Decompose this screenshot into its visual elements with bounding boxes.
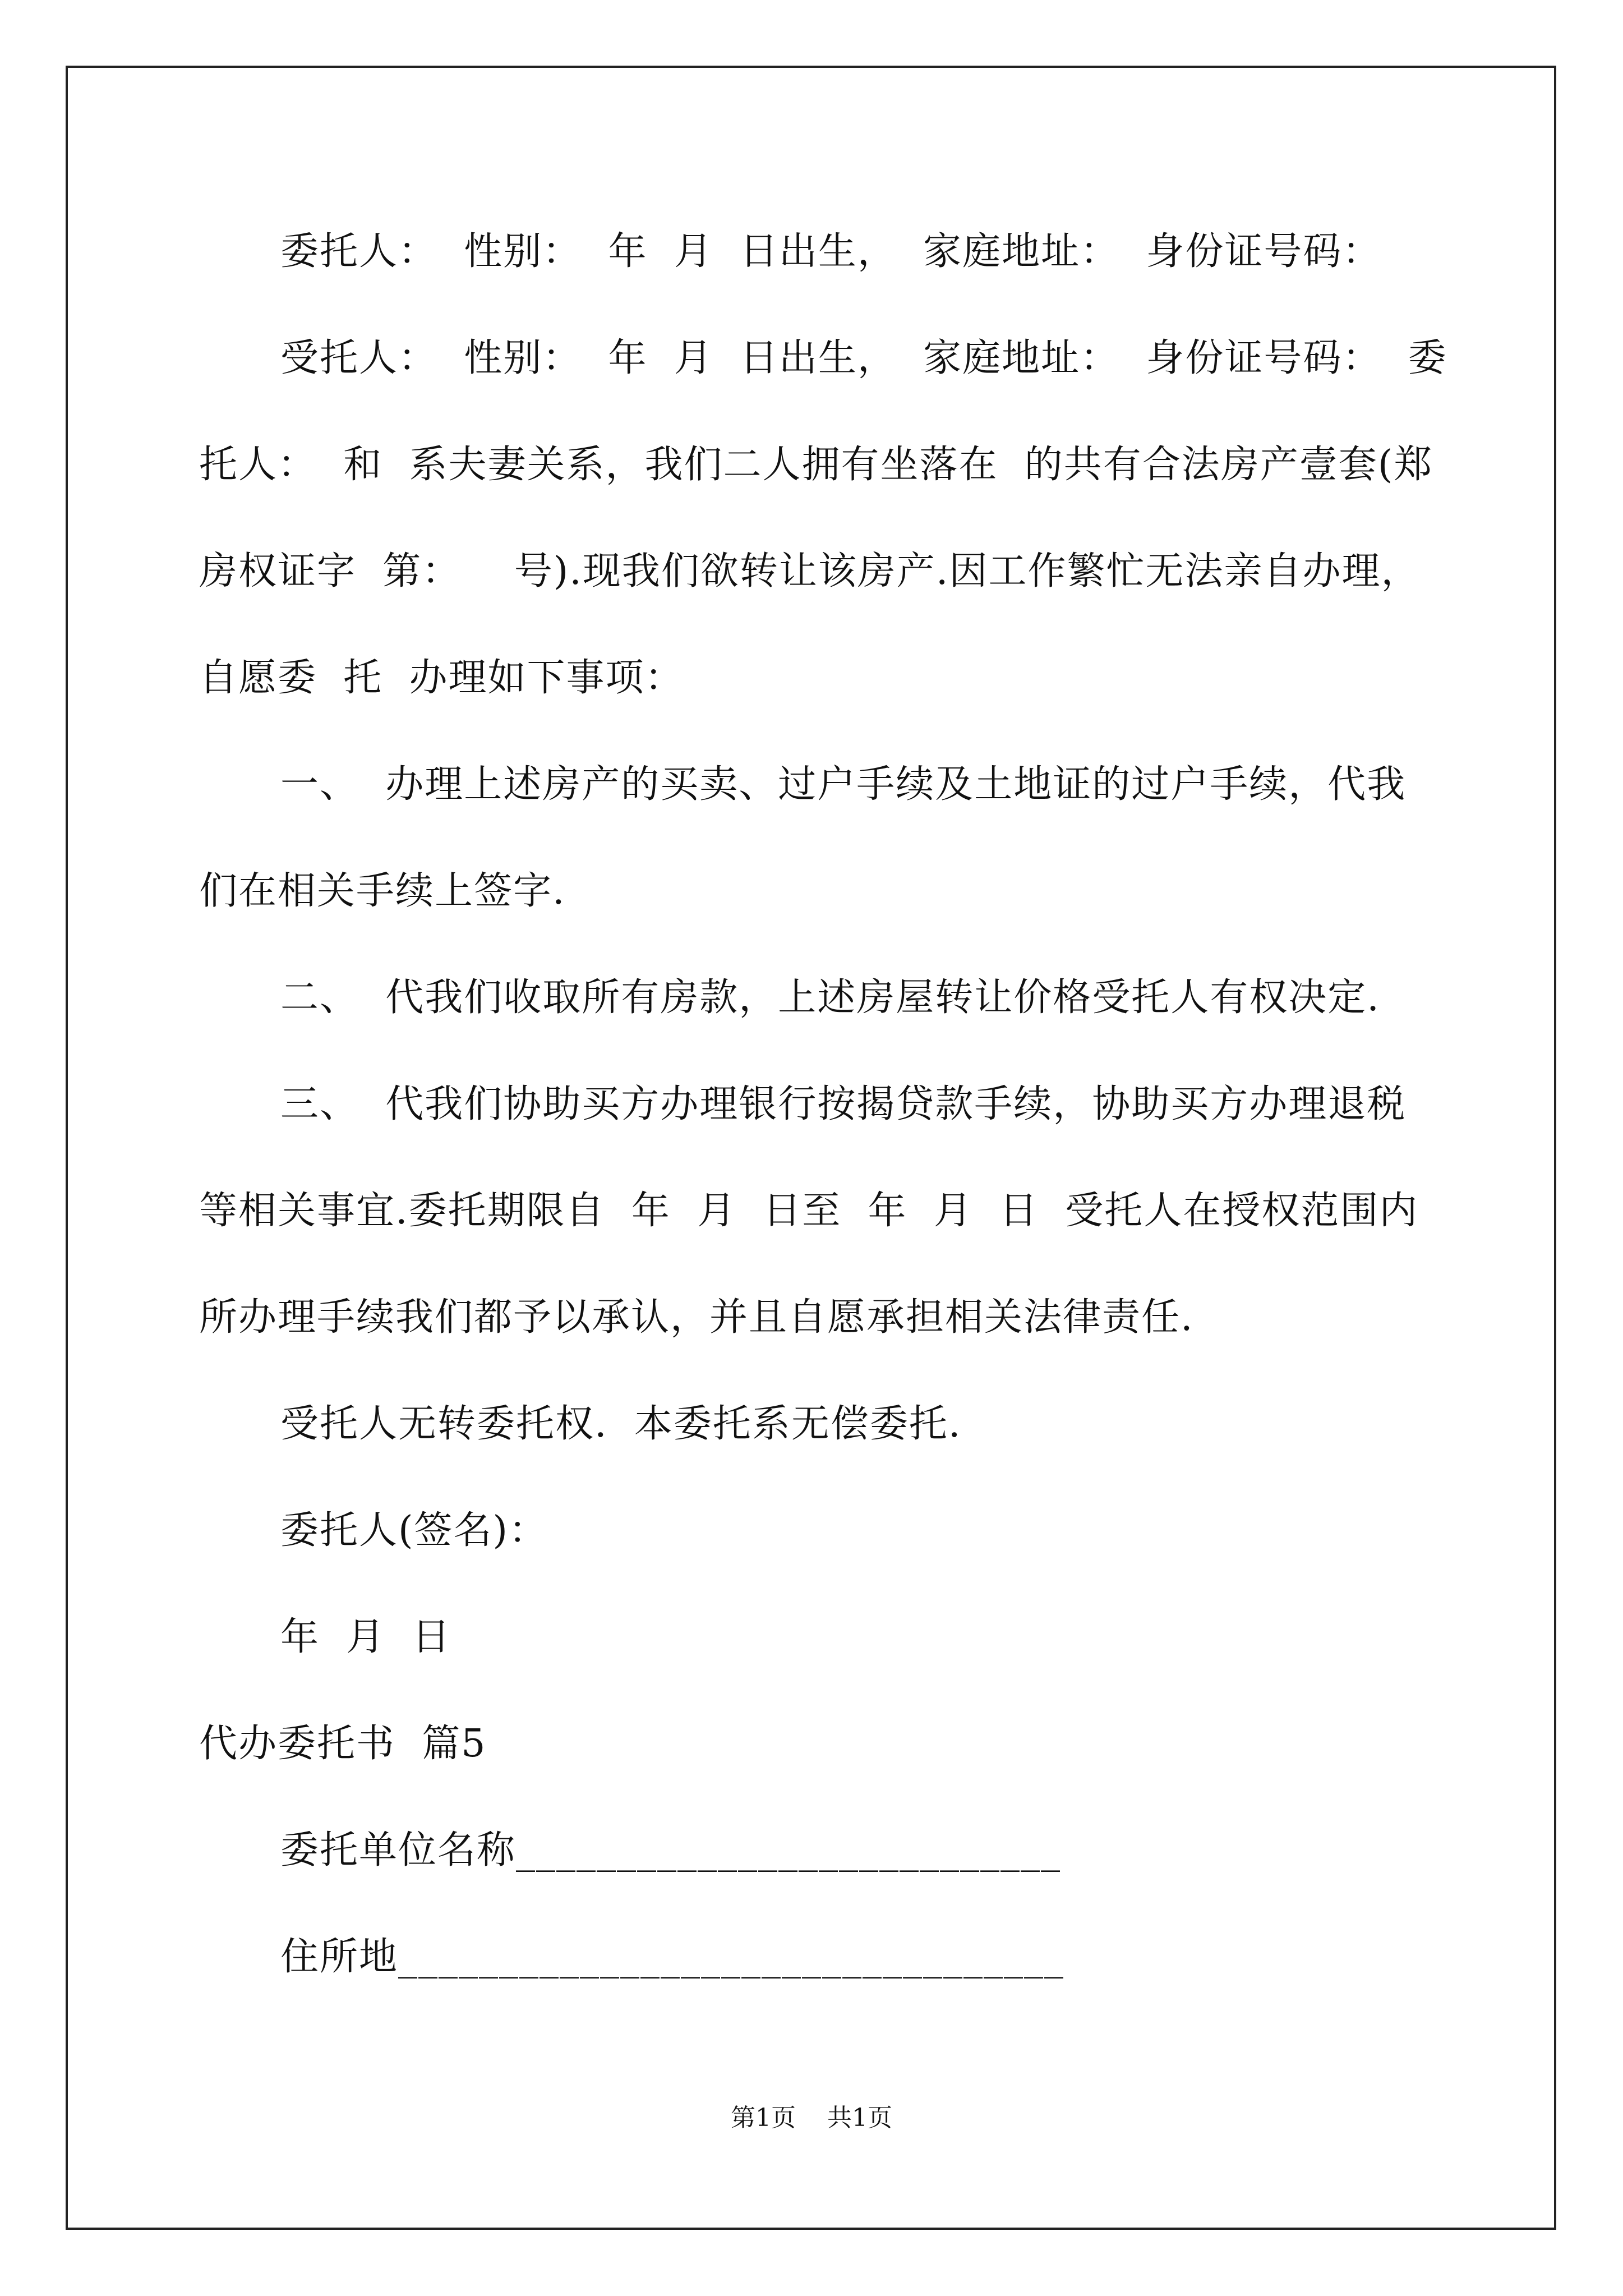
text-line-signature: 委托人(签名)：	[280, 1508, 548, 1553]
text-line-item-1-cont: 们在相关手续上签字.	[199, 869, 566, 913]
text-line-item-1: 一、 办理上述房产的买卖、过户手续及土地证的过户手续，代我	[280, 762, 1407, 807]
text-line-address: 住所地_________________________________	[280, 1935, 1065, 1979]
text-line-item-3-end: 所办理手续我们都予以承认，并且自愿承担相关法律责任.	[199, 1295, 1194, 1340]
page-footer: 第1页 共1页	[731, 2104, 892, 2132]
text-line-date: 年 月 日	[280, 1615, 451, 1659]
section-heading: 代办委托书 篇5	[199, 1722, 487, 1766]
text-line-item-3: 三、 代我们协助买方办理银行按揭贷款手续，协助买方办理退税	[280, 1082, 1407, 1126]
text-line-item-3-cont: 等相关事宜.委托期限自 年 月 日至 年 月 日 受托人在授权范围内	[199, 1189, 1419, 1233]
text-line-matters-intro: 自愿委 托 办理如下事项：	[199, 656, 684, 700]
text-line-unit-name: 委托单位名称___________________________	[280, 1828, 1062, 1872]
text-line-no-subdelegation: 受托人无转委托权. 本委托系无偿委托.	[280, 1402, 962, 1446]
text-line-agent: 受托人： 性别： 年 月 日出生， 家庭地址： 身份证号码： 委	[280, 336, 1447, 380]
text-line-relationship: 托人： 和 系夫妻关系，我们二人拥有坐落在 的共有合法房产壹套(郑	[199, 443, 1433, 487]
page-border	[66, 66, 1556, 2230]
text-line-property-cert: 房权证字 第： 号).现我们欲转让该房产.因工作繁忙无法亲自办理，	[199, 549, 1421, 593]
text-line-item-2: 二、 代我们收取所有房款，上述房屋转让价格受托人有权决定.	[280, 976, 1380, 1020]
text-line-principal: 委托人： 性别： 年 月 日出生， 家庭地址： 身份证号码：	[280, 229, 1382, 274]
